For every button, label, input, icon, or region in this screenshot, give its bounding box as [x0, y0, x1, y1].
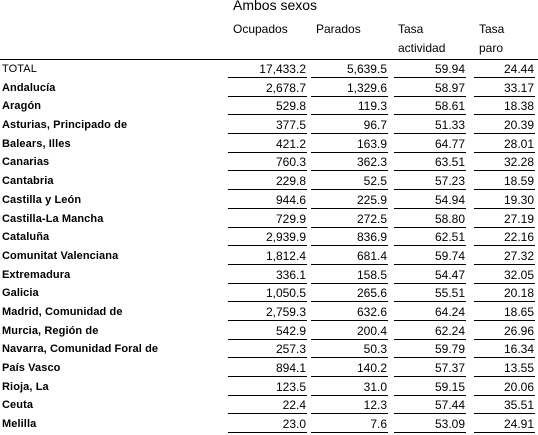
cell-parados [311, 211, 388, 228]
group-title: Ambos sexos [233, 0, 318, 13]
cell-value: 54.94 [434, 192, 465, 207]
table-row [0, 284, 538, 303]
cell-tasa-actividad [394, 341, 466, 358]
cell-value: 20.18 [503, 286, 534, 301]
cell-value: 729.9 [275, 211, 306, 226]
table-row [0, 79, 538, 98]
cell-value: 57.37 [434, 361, 465, 375]
cell-value: 760.3 [275, 155, 306, 170]
table-row [0, 153, 538, 172]
table-row [0, 228, 538, 247]
cell-value: 18.59 [503, 174, 534, 189]
cell-tasa-paro [474, 267, 535, 284]
cell-tasa-actividad [394, 379, 466, 396]
cell-parados [311, 379, 388, 396]
cell-ocupados [228, 117, 307, 134]
cell-tasa-actividad [394, 360, 466, 377]
cell-value: 32.28 [503, 155, 534, 170]
cell-tasa-paro [474, 211, 535, 228]
cell-value: 23.0 [282, 417, 306, 432]
cell-ocupados [228, 154, 307, 171]
cell-ocupados [228, 304, 307, 321]
table-row [0, 116, 538, 135]
cell-tasa-actividad [394, 304, 466, 321]
cell-ocupados [228, 98, 307, 115]
cell-tasa-paro [474, 98, 535, 115]
region-name: Canarias [2, 156, 50, 169]
column-header-line1: Parados [316, 22, 361, 36]
table-row [0, 210, 538, 229]
cell-value: 59.79 [434, 342, 465, 357]
cell-tasa-paro [474, 173, 535, 190]
cell-ocupados [228, 248, 307, 265]
cell-value: 57.23 [434, 174, 465, 189]
region-name: Comunitat Valenciana [2, 249, 119, 262]
cell-value: 54.47 [434, 267, 465, 282]
cell-value: 58.97 [434, 80, 465, 95]
cell-value: 18.38 [503, 99, 534, 114]
cell-value: 16.34 [503, 342, 534, 357]
cell-ocupados [228, 285, 307, 302]
cell-tasa-paro [474, 229, 535, 246]
cell-value: 119.3 [357, 99, 387, 114]
region-name: Castilla y León [2, 193, 82, 206]
cell-tasa-actividad [394, 61, 466, 78]
cell-value: 140.2 [356, 361, 387, 375]
cell-value: 944.6 [275, 192, 306, 207]
cell-tasa-paro [474, 61, 535, 78]
cell-value: 225.9 [356, 192, 387, 207]
cell-value: 22.16 [503, 230, 534, 245]
region-name: Melilla [2, 418, 37, 431]
cell-tasa-actividad [394, 154, 466, 171]
data-table [0, 60, 538, 434]
cell-tasa-paro [474, 154, 535, 171]
cell-parados [311, 117, 388, 134]
table-row [0, 97, 538, 116]
cell-value: 62.24 [434, 323, 465, 338]
cell-parados [311, 192, 388, 209]
cell-tasa-actividad [394, 192, 466, 209]
cell-value: 63.51 [434, 155, 465, 170]
cell-ocupados [228, 192, 307, 209]
cell-value: 64.77 [434, 136, 465, 151]
table-row [0, 303, 538, 322]
cell-value: 28.01 [503, 136, 534, 151]
cell-value: 229.8 [275, 174, 306, 189]
cell-value: 632.6 [356, 304, 387, 319]
cell-tasa-actividad [394, 323, 466, 340]
cell-ocupados [228, 416, 307, 433]
cell-value: 59.15 [434, 379, 465, 394]
table-row [0, 396, 538, 415]
cell-ocupados [228, 360, 307, 377]
cell-parados [311, 154, 388, 171]
cell-value: 1,812.4 [265, 248, 306, 263]
cell-parados [311, 416, 388, 433]
cell-tasa-actividad [394, 416, 466, 433]
cell-value: 58.61 [434, 99, 465, 114]
cell-parados [311, 341, 388, 358]
cell-parados [311, 267, 388, 284]
cell-tasa-paro [474, 360, 535, 377]
region-name: Galicia [2, 287, 39, 300]
cell-tasa-paro [474, 117, 535, 134]
cell-tasa-paro [474, 248, 535, 265]
cell-tasa-paro [474, 285, 535, 302]
table-row [0, 172, 538, 191]
cell-value: 163.9 [356, 136, 387, 151]
table-row [0, 340, 538, 359]
cell-value: 336.1 [275, 267, 306, 282]
cell-parados [311, 248, 388, 265]
cell-tasa-actividad [394, 98, 466, 115]
table-row [0, 191, 538, 210]
table-row [0, 266, 538, 285]
cell-value: 7.6 [370, 417, 387, 432]
cell-value: 27.19 [503, 211, 534, 226]
column-header-parados [316, 20, 361, 39]
cell-tasa-actividad [394, 80, 466, 97]
region-name: Rioja, La [2, 380, 49, 393]
cell-tasa-paro [474, 192, 535, 209]
cell-ocupados [228, 229, 307, 246]
cell-value: 24.44 [503, 62, 534, 76]
cell-value: 12.3 [363, 398, 387, 413]
cell-value: 32.05 [503, 267, 534, 282]
cell-ocupados [228, 323, 307, 340]
cell-tasa-paro [474, 304, 535, 321]
column-header-tasa-paro [479, 20, 504, 58]
cell-tasa-paro [474, 397, 535, 414]
cell-value: 27.32 [503, 248, 534, 263]
table-row [0, 415, 538, 434]
cell-value: 2,678.7 [265, 80, 306, 95]
cell-ocupados [228, 211, 307, 228]
cell-value: 200.4 [356, 323, 387, 338]
region-name: País Vasco [2, 362, 61, 374]
column-header-tasa-actividad [398, 20, 445, 58]
column-header-line2: actividad [398, 41, 446, 55]
region-name: Balears, Illes [2, 137, 71, 150]
cell-value: 19.30 [503, 192, 534, 207]
cell-tasa-paro [474, 323, 535, 340]
cell-value: 13.55 [503, 361, 534, 375]
cell-tasa-actividad [394, 285, 466, 302]
cell-value: 2,939.9 [265, 230, 306, 245]
cell-tasa-paro [474, 80, 535, 97]
cell-parados [311, 80, 388, 97]
region-name: Ceuta [2, 399, 34, 412]
total-row [0, 60, 538, 79]
cell-ocupados [228, 341, 307, 358]
table-row [0, 322, 538, 341]
cell-value: 1,050.5 [265, 286, 306, 301]
cell-tasa-actividad [394, 173, 466, 190]
column-header-ocupados [233, 20, 288, 39]
cell-value: 20.39 [503, 118, 534, 133]
cell-value: 362.3 [356, 155, 387, 170]
cell-parados [311, 98, 388, 115]
cell-value: 421.2 [275, 136, 306, 151]
cell-ocupados [228, 267, 307, 284]
region-name: Asturias, Principado de [2, 119, 128, 132]
cell-parados [311, 61, 388, 78]
cell-value: 51.33 [434, 118, 465, 133]
cell-tasa-actividad [394, 397, 466, 414]
table-row [0, 378, 538, 397]
cell-value: 18.65 [503, 304, 534, 319]
cell-value: 542.9 [275, 323, 306, 338]
cell-value: 5,639.5 [346, 62, 387, 76]
region-name: TOTAL [2, 63, 37, 75]
cell-value: 17,433.2 [259, 62, 306, 76]
cell-value: 123.5 [275, 379, 306, 394]
cell-value: 257.3 [275, 342, 306, 357]
cell-tasa-actividad [394, 229, 466, 246]
cell-value: 35.51 [503, 398, 534, 413]
cell-ocupados [228, 397, 307, 414]
cell-tasa-paro [474, 136, 535, 153]
table-row [0, 359, 538, 378]
cell-tasa-actividad [394, 211, 466, 228]
cell-value: 681.4 [356, 248, 387, 263]
cell-value: 96.7 [363, 118, 387, 133]
cell-value: 272.5 [356, 211, 387, 226]
cell-value: 20.06 [503, 379, 534, 394]
cell-value: 64.24 [434, 304, 465, 319]
region-name: Extremadura [2, 268, 71, 281]
cell-value: 53.09 [434, 417, 465, 432]
column-header-line1: Tasa [398, 22, 424, 36]
table-row [0, 135, 538, 154]
cell-value: 52.5 [363, 174, 387, 189]
region-name: Murcia, Región de [2, 324, 99, 337]
cell-tasa-actividad [394, 267, 466, 284]
cell-tasa-paro [474, 341, 535, 358]
cell-value: 2,759.3 [265, 304, 306, 319]
cell-value: 377.5 [275, 118, 306, 133]
region-name: Navarra, Comunidad Foral de [2, 343, 159, 356]
cell-value: 22.4 [282, 398, 306, 413]
cell-value: 59.74 [434, 248, 465, 263]
cell-tasa-actividad [394, 117, 466, 134]
cell-ocupados [228, 61, 307, 78]
cell-value: 59.94 [434, 62, 465, 76]
cell-value: 62.51 [434, 230, 465, 245]
cell-value: 58.80 [434, 211, 465, 226]
cell-parados [311, 360, 388, 377]
cell-value: 55.51 [434, 286, 465, 301]
cell-tasa-actividad [394, 136, 466, 153]
cell-parados [311, 323, 388, 340]
cell-parados [311, 304, 388, 321]
cell-value: 57.44 [434, 398, 465, 413]
cell-ocupados [228, 379, 307, 396]
cell-value: 1,329.6 [346, 80, 387, 95]
cell-ocupados [228, 173, 307, 190]
cell-value: 158.5 [356, 267, 387, 282]
cell-value: 836.9 [356, 230, 387, 245]
column-header-line2: paro [479, 41, 504, 55]
cell-value: 26.96 [503, 323, 534, 338]
cell-value: 265.6 [356, 286, 387, 301]
cell-value: 50.3 [363, 342, 387, 357]
cell-parados [311, 136, 388, 153]
cell-value: 33.17 [503, 80, 534, 95]
region-name: Andalucía [2, 81, 56, 94]
cell-ocupados [228, 80, 307, 97]
cell-value: 31.0 [363, 379, 387, 394]
column-header-line1: Tasa [479, 22, 505, 36]
column-header-line1: Ocupados [233, 22, 288, 36]
cell-value: 24.91 [503, 417, 534, 432]
table-row [0, 247, 538, 266]
cell-tasa-actividad [394, 248, 466, 265]
cell-tasa-paro [474, 416, 535, 433]
cell-parados [311, 285, 388, 302]
cell-parados [311, 173, 388, 190]
region-name: Aragón [2, 100, 42, 113]
cell-value: 894.1 [275, 361, 306, 375]
region-name: Madrid, Comunidad de [2, 305, 123, 318]
cell-tasa-paro [474, 379, 535, 396]
region-name: Castilla-La Mancha [2, 212, 104, 225]
cell-ocupados [228, 136, 307, 153]
region-name: Cataluña [2, 231, 50, 244]
cell-parados [311, 397, 388, 414]
region-name: Cantabria [2, 175, 54, 188]
cell-parados [311, 229, 388, 246]
cell-value: 529.8 [275, 99, 306, 114]
